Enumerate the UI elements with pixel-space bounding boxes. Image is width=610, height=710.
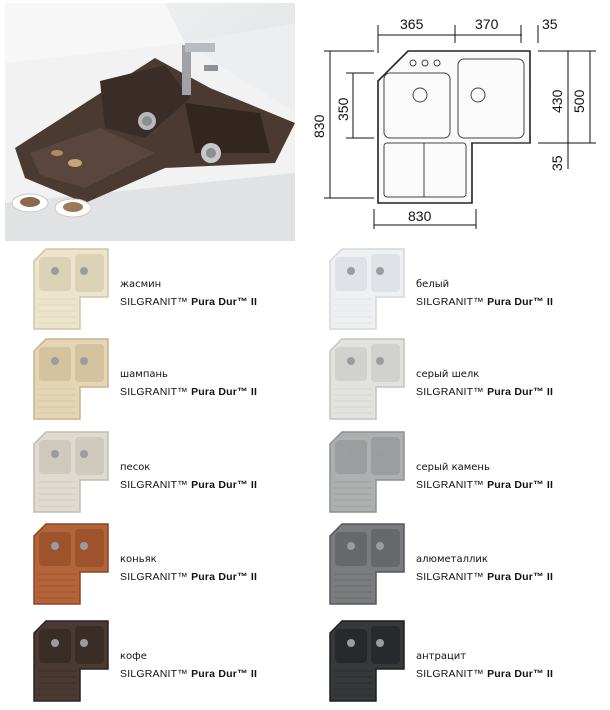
sink-top-view-diagram [300, 3, 605, 241]
product-line: Pura Dur™ II [487, 571, 554, 583]
sink-color-swatch [30, 617, 112, 705]
brand-name: SILGRANIT™ [416, 386, 484, 398]
product-line: Pura Dur™ II [191, 479, 258, 491]
product-photo [5, 3, 295, 241]
brand-name: SILGRANIT™ [416, 668, 484, 680]
sink-color-swatch [30, 245, 112, 333]
sink-color-swatch [326, 245, 408, 333]
sink-swatch-image [326, 520, 408, 608]
sink-swatch-image [30, 245, 112, 333]
dim-bottom-830: 830 [408, 208, 432, 224]
product-line: Pura Dur™ II [487, 479, 554, 491]
product-line: Pura Dur™ II [191, 668, 258, 680]
corner-sink-photo [5, 3, 295, 241]
material-brand [416, 478, 553, 492]
sink-color-swatch [326, 428, 408, 516]
product-line: Pura Dur™ II [191, 386, 258, 398]
material-brand [416, 295, 553, 309]
sink-color-swatch [326, 520, 408, 608]
brand-name: SILGRANIT™ [416, 479, 484, 491]
sink-swatch-image [326, 335, 408, 423]
brand-name: SILGRANIT™ [120, 479, 188, 491]
color-label [120, 553, 257, 584]
sink-swatch-image [326, 428, 408, 516]
material-brand [416, 667, 553, 681]
brand-name: SILGRANIT™ [120, 571, 188, 583]
dimension-drawing [300, 3, 605, 241]
color-name: серый камень [416, 462, 490, 473]
dim-top-35: 35 [542, 16, 558, 32]
color-name: жасмин [120, 279, 162, 290]
brand-name: SILGRANIT™ [120, 296, 188, 308]
product-line: Pura Dur™ II [191, 296, 258, 308]
material-brand [416, 570, 553, 584]
sink-swatch-image [326, 617, 408, 705]
dim-left-830: 830 [311, 114, 327, 138]
color-label [120, 650, 257, 681]
product-line: Pura Dur™ II [191, 571, 258, 583]
material-brand [416, 385, 553, 399]
color-label [416, 368, 553, 399]
product-line: Pura Dur™ II [487, 296, 554, 308]
material-brand [120, 295, 257, 309]
sink-color-swatch [30, 520, 112, 608]
color-name: песок [120, 462, 151, 473]
sink-swatch-image [30, 617, 112, 705]
sink-swatch-image [326, 245, 408, 333]
dim-top-370: 370 [475, 16, 499, 32]
dim-right-500: 500 [571, 89, 587, 113]
color-name: алюметаллик [416, 554, 488, 565]
color-label [120, 278, 257, 309]
sink-color-swatch [30, 335, 112, 423]
color-label [416, 278, 553, 309]
dim-top-365: 365 [400, 16, 424, 32]
color-name: белый [416, 279, 450, 290]
sink-color-swatch [30, 428, 112, 516]
color-label [416, 650, 553, 681]
dim-right-430: 430 [549, 89, 565, 113]
brand-name: SILGRANIT™ [416, 296, 484, 308]
brand-name: SILGRANIT™ [120, 386, 188, 398]
product-line: Pura Dur™ II [487, 668, 554, 680]
color-label [416, 461, 553, 492]
material-brand [120, 478, 257, 492]
dim-left-350: 350 [335, 97, 351, 121]
material-brand [120, 570, 257, 584]
color-name: коньяк [120, 554, 157, 565]
color-label [416, 553, 553, 584]
sink-swatch-image [30, 428, 112, 516]
color-label [120, 461, 257, 492]
color-name: шампань [120, 369, 168, 380]
brand-name: SILGRANIT™ [416, 571, 484, 583]
sink-color-swatch [326, 335, 408, 423]
sink-color-swatch [326, 617, 408, 705]
sink-swatch-image [30, 520, 112, 608]
material-brand [120, 667, 257, 681]
product-line: Pura Dur™ II [487, 386, 554, 398]
color-name: антрацит [416, 651, 467, 662]
material-brand [120, 385, 257, 399]
sink-swatch-image [30, 335, 112, 423]
brand-name: SILGRANIT™ [120, 668, 188, 680]
color-name: кофе [120, 651, 147, 662]
dim-right-35: 35 [549, 155, 565, 171]
color-name: серый шелк [416, 369, 480, 380]
color-label [120, 368, 257, 399]
